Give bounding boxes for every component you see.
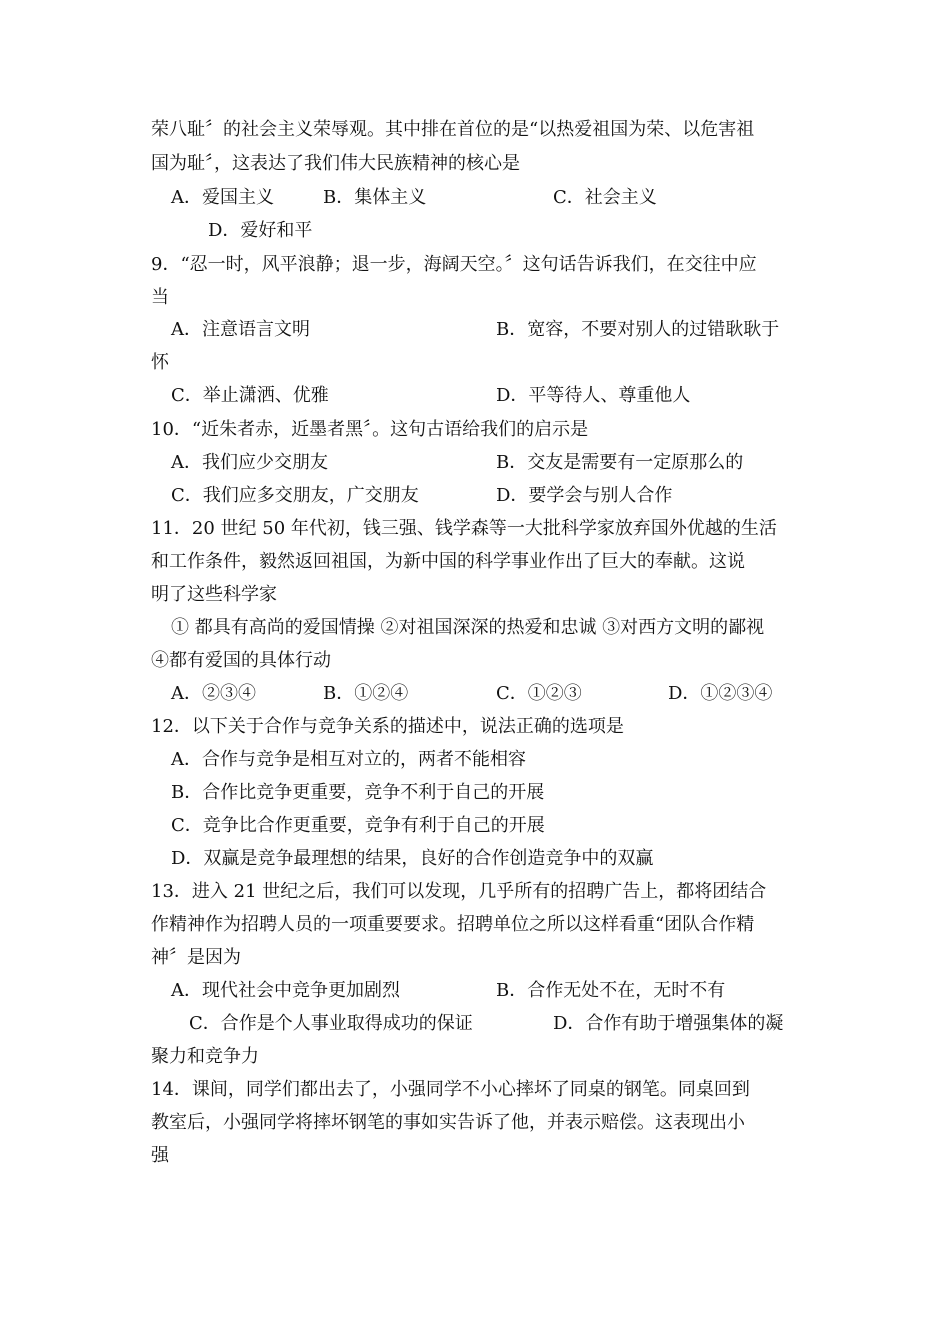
q12-option-d: D．双赢是竞争最理想的结果，良好的合作创造竞争中的双赢 (171, 848, 654, 869)
q11-option-a: A．②③④ (171, 683, 256, 704)
q14-stem-line2: 教室后，小强同学将摔坏钢笔的事如实告诉了他，并表示赔偿。这表现出小 (151, 1112, 745, 1133)
q10-stem: 10．“近朱者赤，近墨者黑〞。这句古语给我们的启示是 (151, 419, 589, 440)
q13-option-c: C．合作是个人事业取得成功的保证 (189, 1013, 473, 1034)
q13-stem-line1: 13．进入 21 世纪之后，我们可以发现，几乎所有的招聘广告上，都将团结合 (151, 881, 767, 902)
q13-option-b: B．合作无处不在，无时不有 (496, 980, 726, 1001)
q11-option-c: C．①②③ (496, 683, 582, 704)
q9-stem-line1: 9．“忍一时，风平浪静；退一步，海阔天空。〞这句话告诉我们，在交往中应 (151, 254, 757, 275)
q8-stem-line2: 国为耻〞，这表达了我们伟大民族精神的核心是 (151, 153, 520, 174)
q11-option-d: D．①②③④ (668, 683, 773, 704)
q9-option-c: C．举止潇洒、优雅 (171, 385, 329, 406)
q12-option-b: B．合作比竞争更重要，竞争不利于自己的开展 (171, 782, 545, 803)
q8-option-d: D．爱好和平 (208, 220, 313, 241)
q11-stem-line1: 11．20 世纪 50 年代初，钱三强、钱学森等一大批科学家放弃国外优越的生活 (151, 518, 777, 539)
q10-option-c: C．我们应多交朋友，广交朋友 (171, 485, 419, 506)
q13-stem-line3: 神〞是因为 (151, 947, 241, 968)
q8-option-b: B．集体主义 (323, 187, 427, 208)
q10-option-a: A．我们应少交朋友 (171, 452, 328, 473)
q9-option-b-line2: 怀 (151, 352, 169, 373)
q8-option-c: C．社会主义 (553, 187, 657, 208)
q13-option-a: A．现代社会中竞争更加剧烈 (171, 980, 400, 1001)
q11-stem-line2: 和工作条件，毅然返回祖国，为新中国的科学事业作出了巨大的奉献。这说 (151, 551, 745, 572)
q10-option-b: B．交友是需要有一定原那么的 (496, 452, 744, 473)
q12-stem: 12．以下关于合作与竞争关系的描述中，说法正确的选项是 (151, 716, 624, 737)
q12-option-c: C．竞争比合作更重要，竞争有利于自己的开展 (171, 815, 545, 836)
q9-option-a: A．注意语言文明 (171, 319, 310, 340)
q9-option-d: D．平等待人、尊重他人 (496, 385, 691, 406)
q12-option-a: A．合作与竞争是相互对立的，两者不能相容 (171, 749, 526, 770)
q11-items-line2: ④都有爱国的具体行动 (151, 650, 331, 671)
q11-stem-line3: 明了这些科学家 (151, 584, 277, 605)
q8-option-a: A．爱国主义 (171, 187, 274, 208)
q9-stem-line2: 当 (151, 287, 169, 308)
q8-stem-line1: 荣八耻〞的社会主义荣辱观。其中排在首位的是“以热爱祖国为荣、以危害祖 (151, 119, 755, 140)
q9-option-b-line1: B．宽容，不要对别人的过错耿耿于 (496, 319, 780, 340)
q13-stem-line2: 作精神作为招聘人员的一项重要要求。招聘单位之所以这样看重“团队合作精 (151, 914, 755, 935)
q14-stem-line3: 强 (151, 1145, 169, 1166)
q11-items-line1: ① 都具有高尚的爱国情操 ②对祖国深深的热爱和忠诚 ③对西方文明的鄙视 (171, 617, 765, 638)
q10-option-d: D．要学会与别人合作 (496, 485, 673, 506)
q13-option-d-line1: D．合作有助于增强集体的凝 (553, 1013, 784, 1034)
q13-option-d-line2: 聚力和竞争力 (151, 1046, 259, 1067)
q14-stem-line1: 14．课间，同学们都出去了，小强同学不小心摔坏了同桌的钢笔。同桌回到 (151, 1079, 750, 1100)
q11-option-b: B．①②④ (323, 683, 409, 704)
